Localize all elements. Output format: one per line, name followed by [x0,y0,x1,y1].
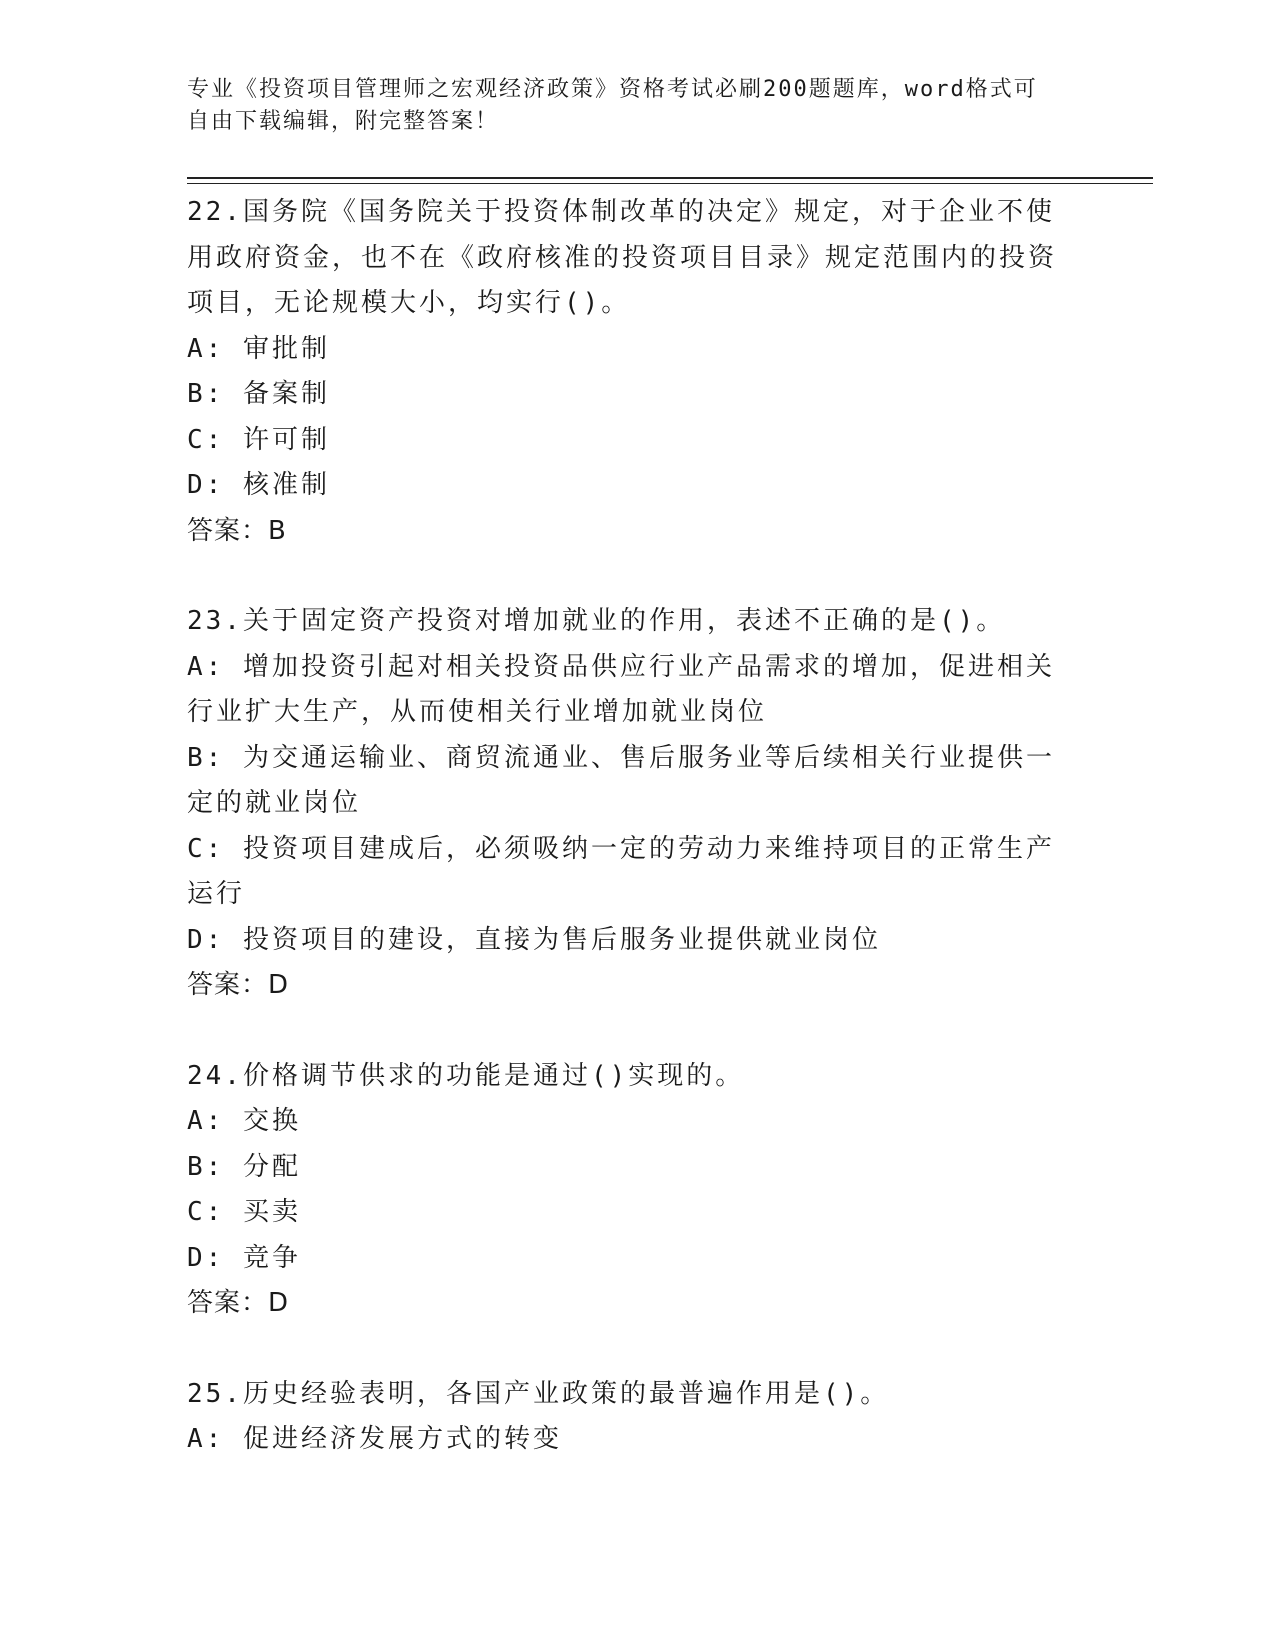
header-line-2: 自由下载编辑，附完整答案！ [187,109,500,134]
option-d: D: 投资项目的建设，直接为售后服务业提供就业岗位 [187,924,881,955]
option-c: C: 许可制 [187,424,330,455]
option-b: B: 分配 [187,1151,301,1182]
option-a: A: 促进经济发展方式的转变 [187,1424,562,1454]
document-header [187,74,1067,138]
option-a: A: 增加投资引起对相关投资品供应行业产品需求的增加，促进相关行业扩大生产，从而使相关行业增加就业岗位 [187,651,1055,727]
question-23 [187,599,1067,1009]
question-25 [187,1372,1067,1463]
question-stem: 24.价格调节供求的功能是通过()实现的。 [187,1060,745,1091]
question-22 [187,190,1067,554]
question-list [187,190,1067,1508]
header-divider-thin [187,183,1153,184]
question-stem: 23.关于固定资产投资对增加就业的作用，表述不正确的是()。 [187,606,1006,636]
option-c: C: 买卖 [187,1197,301,1227]
answer: 答案：B [187,515,287,546]
option-b: B: 为交通运输业、商贸流通业、售后服务业等后续相关行业提供一定的就业岗位 [187,742,1055,818]
question-stem: 22.国务院《国务院关于投资体制改革的决定》规定，对于企业不使用政府资金，也不在《政府核准的投资项目目录》规定范围内的投资项目，无论规模大小，均实行()。 [187,197,1058,318]
option-d: D: 核准制 [187,470,330,500]
option-a: A: 审批制 [187,333,330,364]
answer: 答案：D [187,1288,290,1318]
header-divider-thick [187,177,1153,179]
option-b: B: 备案制 [187,379,330,409]
option-a: A: 交换 [187,1106,301,1136]
question-stem: 25.历史经验表明，各国产业政策的最普遍作用是()。 [187,1378,890,1409]
option-d: D: 竞争 [187,1242,301,1273]
option-c: C: 投资项目建成后，必须吸纳一定的劳动力来维持项目的正常生产运行 [187,833,1055,909]
header-line-1: 专业《投资项目管理师之宏观经济政策》资格考试必刷200题题库，word格式可 [187,77,1038,102]
question-24 [187,1054,1067,1327]
answer: 答案：D [187,970,290,1000]
